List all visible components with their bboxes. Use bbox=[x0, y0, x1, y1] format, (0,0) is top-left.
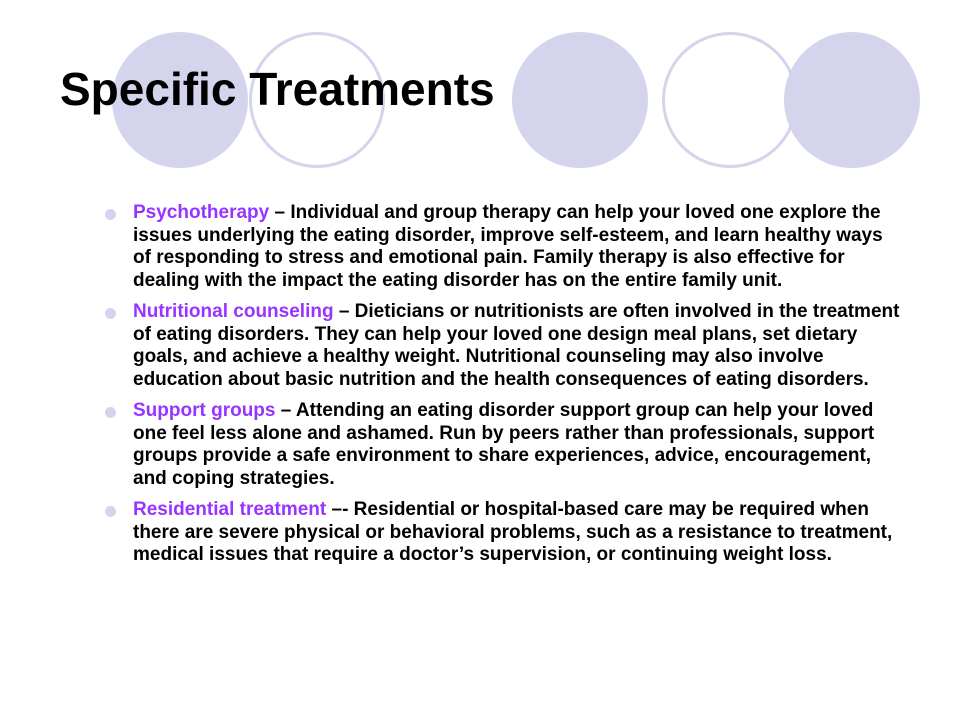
bullet-dot-icon bbox=[105, 308, 116, 319]
decorative-circle-filled bbox=[784, 32, 920, 168]
bullet-list bbox=[103, 202, 903, 576]
bullet-body: – Dieticians or nutritionists are often involved in the treatment of eating disorders. They can help your loved one design meal plans, set dietary goals, and achieve a healthy weight. Nutritional counseling may also involve education about basic nutrition and the health consequences of eating disorders. bbox=[133, 301, 900, 390]
bullet-item-support-groups bbox=[103, 400, 903, 490]
bullet-term: Nutritional counseling bbox=[133, 301, 334, 322]
bullet-item-residential-treatment bbox=[103, 499, 903, 567]
bullet-body: – Attending an eating disorder support group can help your loved one feel less alone and ashamed. Run by peers rather than professionals, support groups provide a safe environment to share experiences, advice, encouragement, and coping strategies. bbox=[133, 400, 875, 489]
bullet-body: –- Residential or hospital-based care may be required when there are severe physical or behavioral problems, such as a resistance to treatment, medical issues that require a doctor’s supervision, or continuing weight loss. bbox=[133, 499, 893, 565]
bullet-body: – Individual and group therapy can help your loved one explore the issues underlying the eating disorder, improve self-esteem, and learn healthy ways of responding to stress and emotional pain. Family therapy is also effective for dealing with the impact the eating disorder has on the entire family unit. bbox=[133, 202, 883, 291]
decorative-circle-ring bbox=[662, 32, 798, 168]
decorative-circle-filled bbox=[512, 32, 648, 168]
bullet-dot-icon bbox=[105, 209, 116, 220]
bullet-term: Residential treatment bbox=[133, 499, 327, 520]
bullet-dot-icon bbox=[105, 407, 116, 418]
bullet-term: Support groups bbox=[133, 400, 276, 421]
bullet-term: Psychotherapy bbox=[133, 202, 270, 223]
bullet-item-psychotherapy bbox=[103, 202, 903, 292]
bullet-dot-icon bbox=[105, 506, 116, 517]
bullet-item-nutritional-counseling bbox=[103, 301, 903, 391]
slide-title: Specific Treatments bbox=[60, 63, 495, 115]
